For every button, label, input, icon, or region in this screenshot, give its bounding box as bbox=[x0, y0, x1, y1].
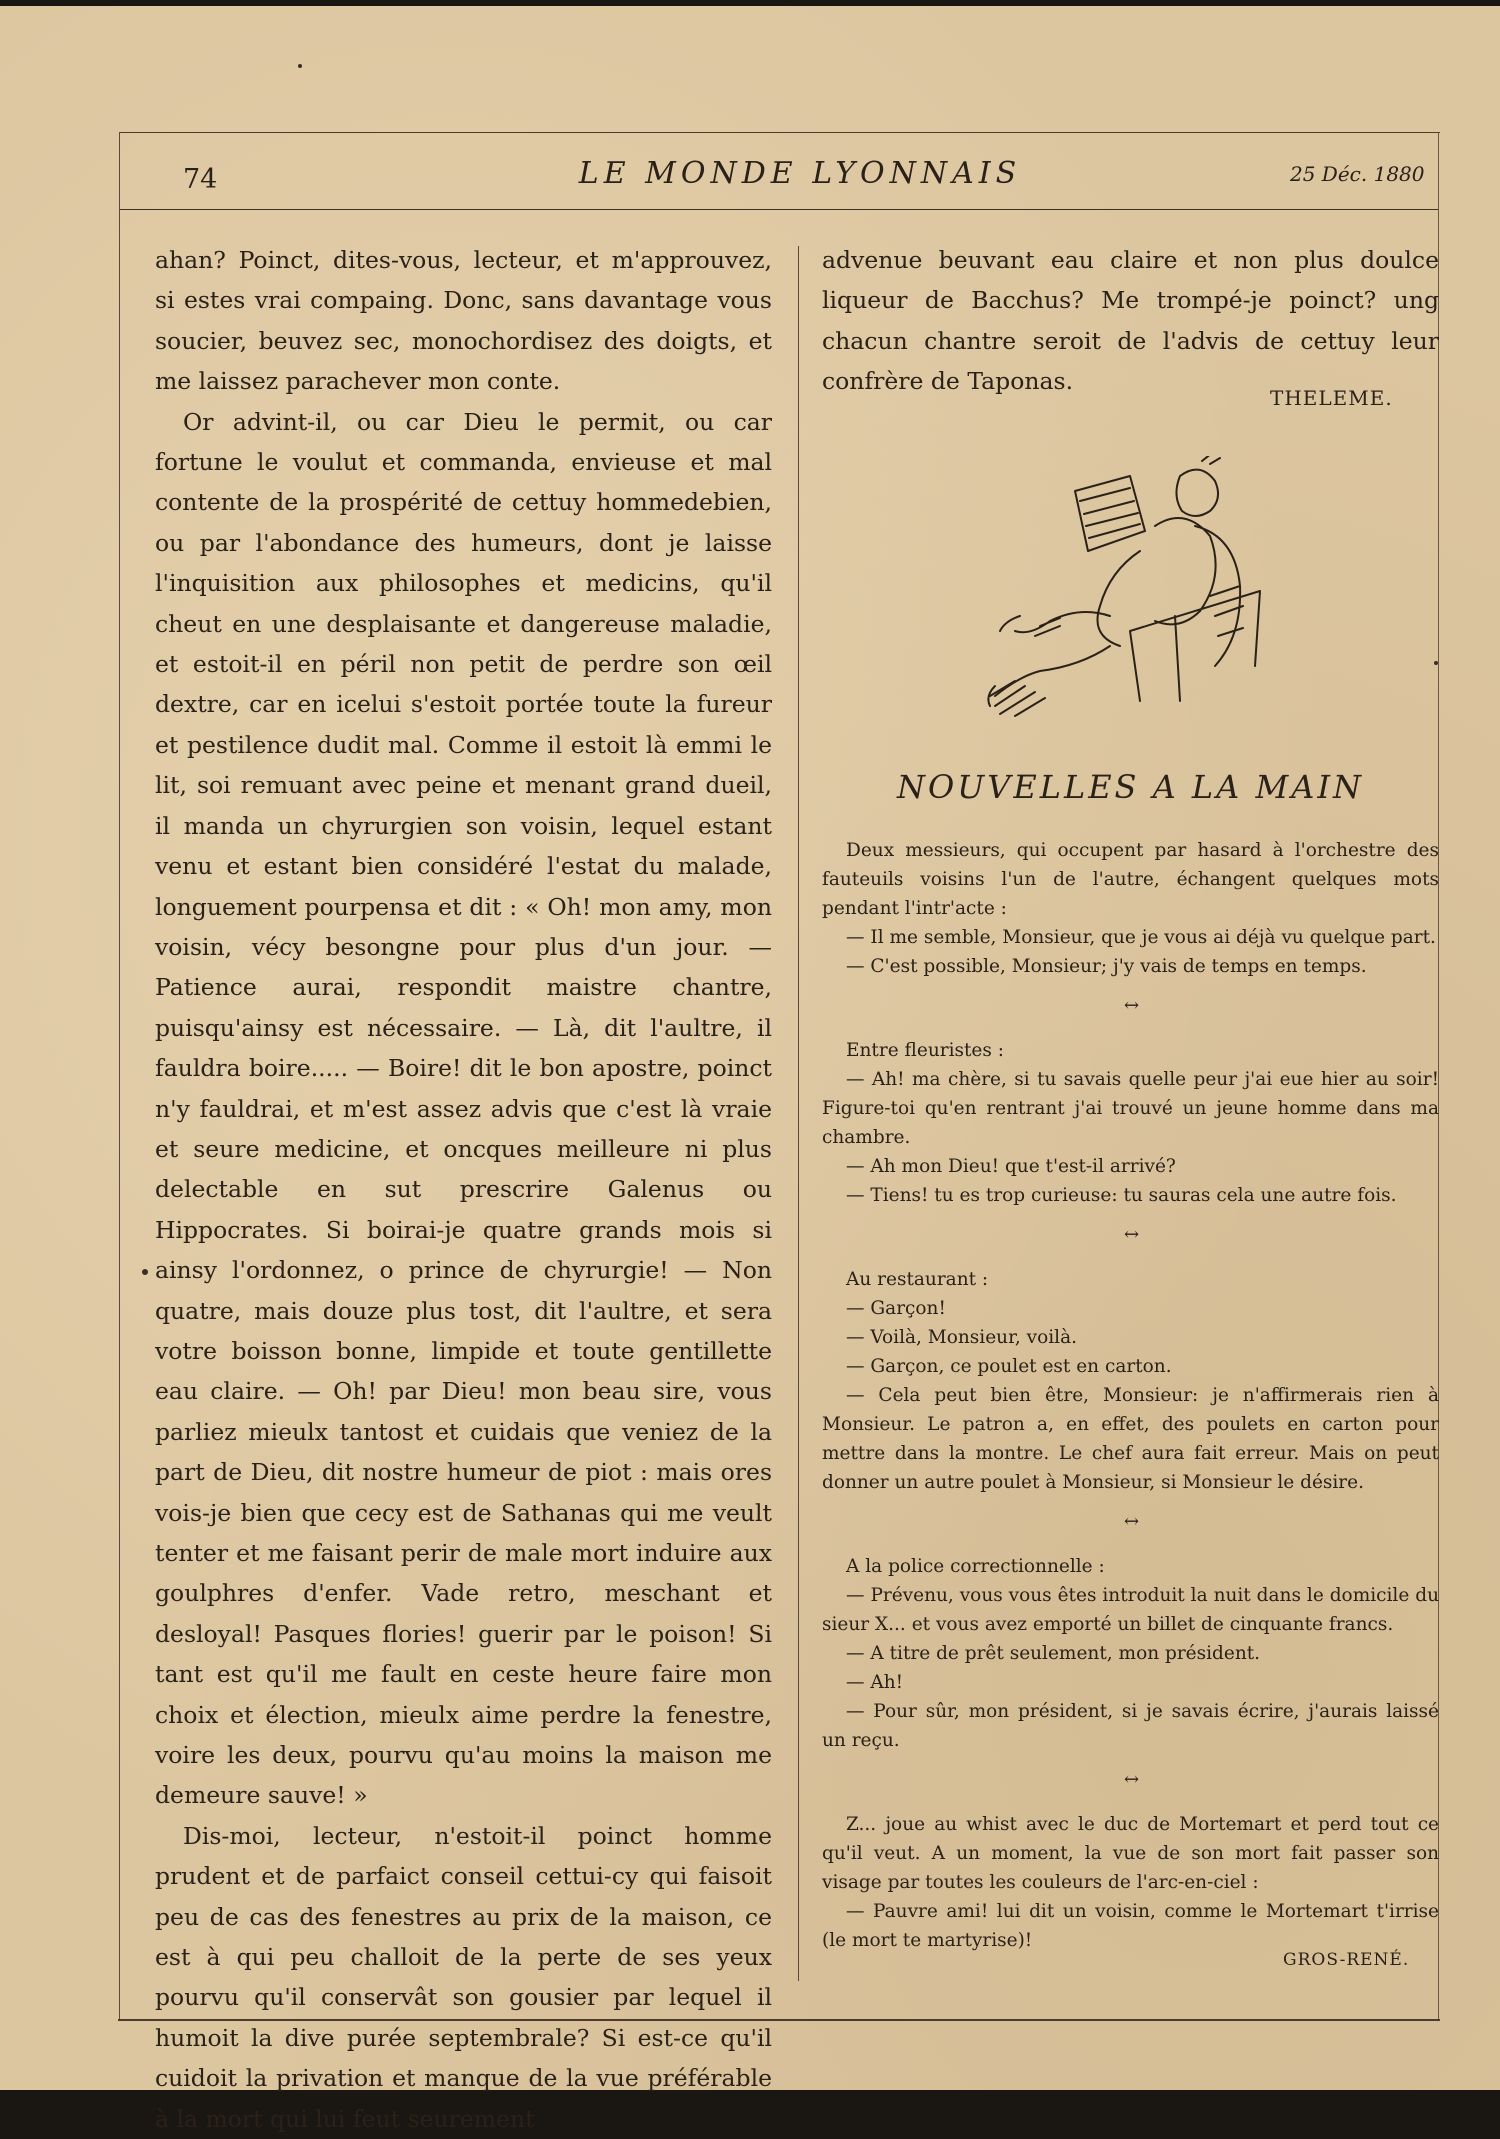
story-line: — Ah mon Dieu! que t'est-il arrivé? bbox=[846, 1156, 1176, 1177]
paper-speck bbox=[298, 64, 302, 68]
story-line: Z... joue au whist avec le duc de Mortemart et perd tout ce qu'il veut. A un moment, la vue de son mort fait passer son visage par toutes les couleurs de l'arc-en-ciel : bbox=[822, 1814, 1439, 1893]
issue-date: 25 Déc. 1880 bbox=[1290, 162, 1425, 186]
column-divider bbox=[798, 246, 799, 1981]
story-line: — Il me semble, Monsieur, que je vous ai déjà vu quelque part. bbox=[846, 927, 1436, 948]
story-line: — Tiens! tu es trop curieuse: tu sauras cela une autre fois. bbox=[846, 1185, 1397, 1206]
left-column bbox=[155, 240, 772, 2139]
ornament-separator: ↔ bbox=[1123, 995, 1138, 1016]
header-rule bbox=[120, 209, 1438, 210]
story-line: — Pour sûr, mon président, si je savais écrire, j'aurais laissé un reçu. bbox=[822, 1701, 1439, 1751]
story-line: — Voilà, Monsieur, voilà. bbox=[846, 1327, 1077, 1348]
story-line: — Cela peut bien être, Monsieur: je n'affirmerais rien à Monsieur. Le patron a, en effet, des poulets en carton pour mettre dans la montre. Le chef aura fait erreur. Mais on peut donner un autre poulet à Monsieur, si Monsieur le désire. bbox=[822, 1385, 1439, 1493]
story-line: — Garçon! bbox=[846, 1298, 946, 1319]
story-line: — A titre de prêt seulement, mon président. bbox=[846, 1643, 1261, 1664]
story-orchestre bbox=[822, 836, 1439, 981]
story-police bbox=[822, 1552, 1439, 1755]
page-frame-top bbox=[120, 132, 1440, 133]
right-column-continuation bbox=[822, 240, 1439, 402]
paper-speck bbox=[1434, 661, 1438, 665]
left-paragraph-1: ahan? Poinct, dites-vous, lecteur, et m'approuvez, si estes vrai compaing. Donc, sans davantage vous soucier, beuvez sec, monochordisez des doigts, et me laissez parachever mon conte. bbox=[155, 246, 772, 396]
story-line: — Ah! bbox=[846, 1672, 904, 1693]
reader-in-armchair-illustration bbox=[980, 456, 1270, 726]
story-line: Deux messieurs, qui occupent par hasard à l'orchestre des fauteuils voisins l'un de l'autre, échangent quelques mots pendant l'intr'acte : bbox=[822, 840, 1439, 919]
signature-gros-rene: GROS-RENÉ. bbox=[1283, 1950, 1410, 1970]
story-whist bbox=[822, 1810, 1439, 1955]
story-line: — Prévenu, vous vous êtes introduit la nuit dans le domicile du sieur X... et vous avez emporté un billet de cinquante francs. bbox=[822, 1585, 1439, 1635]
story-restaurant bbox=[822, 1265, 1439, 1497]
continuation-text: advenue beuvant eau claire et non plus doulce liqueur de Bacchus? Me trompé-je poinct? ung chacun chantre seroit de l'advis de cettuy leur confrère de Taponas. bbox=[822, 246, 1439, 396]
paper-speck bbox=[142, 1269, 148, 1275]
nouvelles-section bbox=[822, 836, 1439, 1965]
story-line: Au restaurant : bbox=[846, 1269, 989, 1290]
story-line: Entre fleuristes : bbox=[846, 1040, 1004, 1061]
story-fleuristes bbox=[822, 1036, 1439, 1210]
story-line: — C'est possible, Monsieur; j'y vais de temps en temps. bbox=[846, 956, 1367, 977]
story-line: A la police correctionnelle : bbox=[846, 1556, 1105, 1577]
left-paragraph-2: Or advint-il, ou car Dieu le permit, ou car fortune le voulut et commanda, envieuse et mal contente de la prospérité de cettuy hommedebien, ou par l'abondance des humeurs, dont je laisse l'inquisition aux philosophes et medicins, qu'il cheut en une desplaisante et dangereuse maladie, et estoit-il en péril non petit de perdre son œil dextre, car en icelui s'estoit portée toute la fureur et pestilence dudit mal. Comme il estoit là emmi le lit, soi remuant avec peine et menant grand dueil, il manda un chyrurgien son voisin, lequel estant venu et estant bien considéré l'estat du malade, longuement pourpensa et dit : « Oh! mon amy, mon voisin, vécy besongne pour plus d'un jour. — Patience aurai, respondit maistre chantre, puisqu'ainsy est nécessaire. — Là, dit l'aultre, il fauldra boire..... — Boire! dit le bon apostre, poinct n'y fauldrai, et m'est assez advis que c'est là vraie et seure medicine, et oncques meilleure ni plus delectable en sut prescrire Galenus ou Hippocrates. Si boirai-je quatre grands mois si ainsy l'ordonnez, o prince de chyrurgie! — Non quatre, mais douze plus tost, dit l'aultre, et sera votre boisson bonne, limpide et toute gentillette eau claire. — Oh! par Dieu! mon beau sire, vous parliez mieulx tantost et cuidais que veniez de la part de Dieu, dit nostre humeur de piot : mais ores vois-je bien que cecy est de Sathanas qui me veult tenter et me faisant perir de male mort induire aux goulphres d'enfer. Vade retro, meschant et desloyal! Pasques flories! guerir par le poison! Si tant est qu'il me fault en ceste heure faire mon choix et élection, mieulx aime perdre la fenestre, voire les deux, pourvu qu'au moins la maison me demeure sauve! » bbox=[155, 407, 772, 1810]
section-title-nouvelles: NOUVELLES A LA MAIN bbox=[897, 768, 1364, 806]
page-frame-left bbox=[119, 132, 120, 2019]
story-line: — Ah! ma chère, si tu savais quelle peur j'ai eue hier au soir! Figure-toi qu'en rentrant j'ai trouvé un jeune homme dans ma chambre. bbox=[822, 1069, 1439, 1148]
ornament-separator: ↔ bbox=[1123, 1769, 1138, 1790]
ornament-separator: ↔ bbox=[1123, 1224, 1138, 1245]
ornament-separator: ↔ bbox=[1123, 1511, 1138, 1532]
page-number: 74 bbox=[183, 164, 218, 195]
masthead-title: LE MONDE LYONNAIS bbox=[578, 156, 1022, 191]
left-paragraph-3: Dis-moi, lecteur, n'estoit-il poinct homme prudent et de parfaict conseil cettui-cy qui faisoit peu de cas des fenestres au prix de la maison, ce est à qui peu challoit de la perte de ses yeux pourvu qu'il conservât son gousier par lequel il humoit la dive purée septembrale? Si est-ce qu'il cuidoit la privation et manque de la vue préférable à la mort qui lui feut seurement bbox=[155, 1821, 772, 2133]
story-line: — Pauvre ami! lui dit un voisin, comme le Mortemart t'irrise (le mort te martyrise)! bbox=[822, 1901, 1439, 1951]
newspaper-page bbox=[0, 6, 1500, 2133]
signature-theleme: THELEME. bbox=[1270, 386, 1393, 410]
story-line: — Garçon, ce poulet est en carton. bbox=[846, 1356, 1172, 1377]
